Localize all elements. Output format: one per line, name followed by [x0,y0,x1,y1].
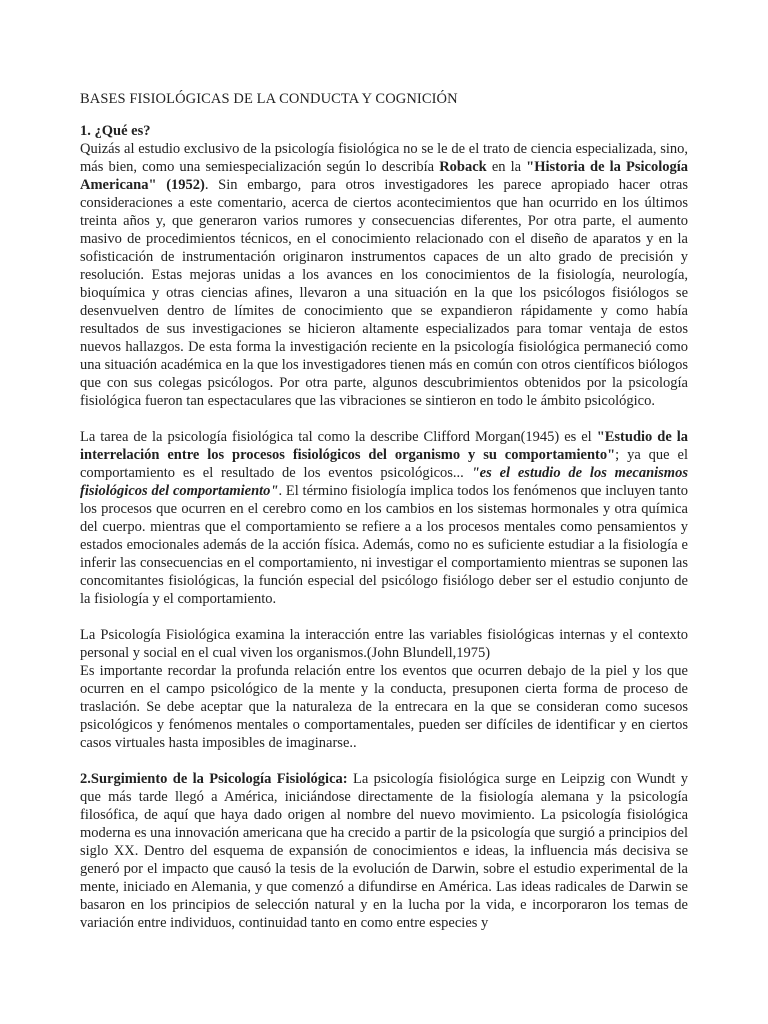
text-run: . El término fisiología implica todos los fenómenos que incluyen tanto los procesos que ocurren en el cerebro como en los cambios en los sistemas hormonales y otra química del cuerpo. mientras que el comportamiento se refiere a a los procesos mentales como pensamientos y estados emocionales además de la acción física. Además, como no es suficiente estudiar a la fisiología e inferir las consecuencias en el comportamiento, ni investigar el comportamiento mientras se suponen las concomitantes fisiológicas, la función especial del psicólogo fisiólogo deber ser el estudio conjunto de la fisiología y el comportamiento. [80,483,688,607]
text-run: ; ya que el comportamiento es el resultado de los eventos psicológicos... [80,447,688,481]
text-run: La tarea de la psicología fisiológica tal como la describe Clifford Morgan(1945) es el [80,429,597,445]
paragraph-gap [80,608,688,626]
bold-text-run: "Historia de la Psicología Americana" (1952) [80,159,689,193]
section-1-heading: 1. ¿Qué es? [80,123,151,139]
text-run: Quizás al estudio exclusivo de la psicología fisiológica no se le de el trato de ciencia especializada, sino, más bien, como una semiespecialización según lo describía [80,141,688,175]
bold-text-run: Roback [439,159,487,175]
section-1-paragraph-3: La Psicología Fisiológica examina la interacción entre las variables fisiológicas internas y el contexto personal y social en el cual viven los organismos.(John Blundell,1975) [80,627,688,661]
section-1-paragraph-1 [80,140,688,410]
section-2-paragraph [80,770,688,932]
section-1-paragraph-2 [80,428,688,608]
text-run: . Sin embargo, para otros investigadores les parece apropiado hacer otras consideraciones a este comentario, acerca de ciertos acontecimientos que han ocurrido en los últimos treinta años y, que generaron varios rumores y consecuencias diferentes, Por otra parte, el aumento masivo de procedimientos técnicos, en el conocimiento relacionado con el diseño de aparatos y en la sofisticación de instrumentación originaron instrumentos capaces de un alto grado de precisión y resolución. Estas mejoras unidas a los avances en los conocimientos de la fisiología, neurología, bioquímica y otras ciencias afines, llevaron a una situación en la que los psicólogos fisiólogos se desenvuelven dentro de límites de conocimiento que se expandieron rápidamente y como había resultados de sus investigaciones se hicieron altamente especializados para tomar ventaja de estos nuevos hallazgos. De esta forma la investigación reciente en la psicología fisiológica permaneció como una situación académica en la que los investigadores tienen más en común con otros científicos biólogos que con sus colegas psicólogos. Por otra parte, algunos descubrimientos obtenidos por la psicología fisiológica fueron tan espectaculares que las vibraciones se sintieron en todo le ámbito psicológico. [80,177,688,409]
text-run: en la [486,159,527,175]
text-run: La psicología fisiológica surge en Leipzig con Wundt y que más tarde llegó a América, iniciándose directamente de la fisiología alemana y la psicología filosófica, de aquí que haya dado origen al nombre del nuevo movimiento. La psicología fisiológica moderna es una innovación americana que ha crecido a partir de la psicología que surgió a principios del siglo XX. Dentro del esquema de expansión de conocimientos e ideas, la influencia más decisiva se generó por el impacto que causó la tesis de la evolución de Darwin, sobre el estudio experimental de la mente, iniciado en Alemania, y que comenzó a difundirse en América. Las ideas radicales de Darwin se basaron en los principios de selección natural y en la lucha por la vida, e incorporaron los temas de variación entre individuos, continuidad tanto en como entre especies y [80,771,688,931]
paragraph-gap [80,410,688,428]
section-2-heading: 2.Surgimiento de la Psicología Fisiológica: [80,771,348,787]
document-title: BASES FISIOLÓGICAS DE LA CONDUCTA Y COGNICIÓN [80,91,458,107]
bold-italic-text-run: "es el estudio de los mecanismos fisiológicos del comportamiento" [80,465,688,499]
paragraph-gap [80,752,688,770]
bold-text-run: "Estudio de la interrelación entre los procesos fisiológicos del organismo y su comportamiento" [80,429,688,463]
section-1-paragraph-4: Es importante recordar la profunda relación entre los eventos que ocurren debajo de la piel y los que ocurren en el campo psicológico de la mente y la conducta, presuponen cierta forma de proceso de traslación. Se debe aceptar que la naturaleza de la entrecara en la que se consideran como sucesos psicológicos y fenómenos mentales o comportamentales, pueden ser difíciles de identificar y en ciertos casos virtuales hasta imposibles de imaginarse.. [80,663,688,751]
